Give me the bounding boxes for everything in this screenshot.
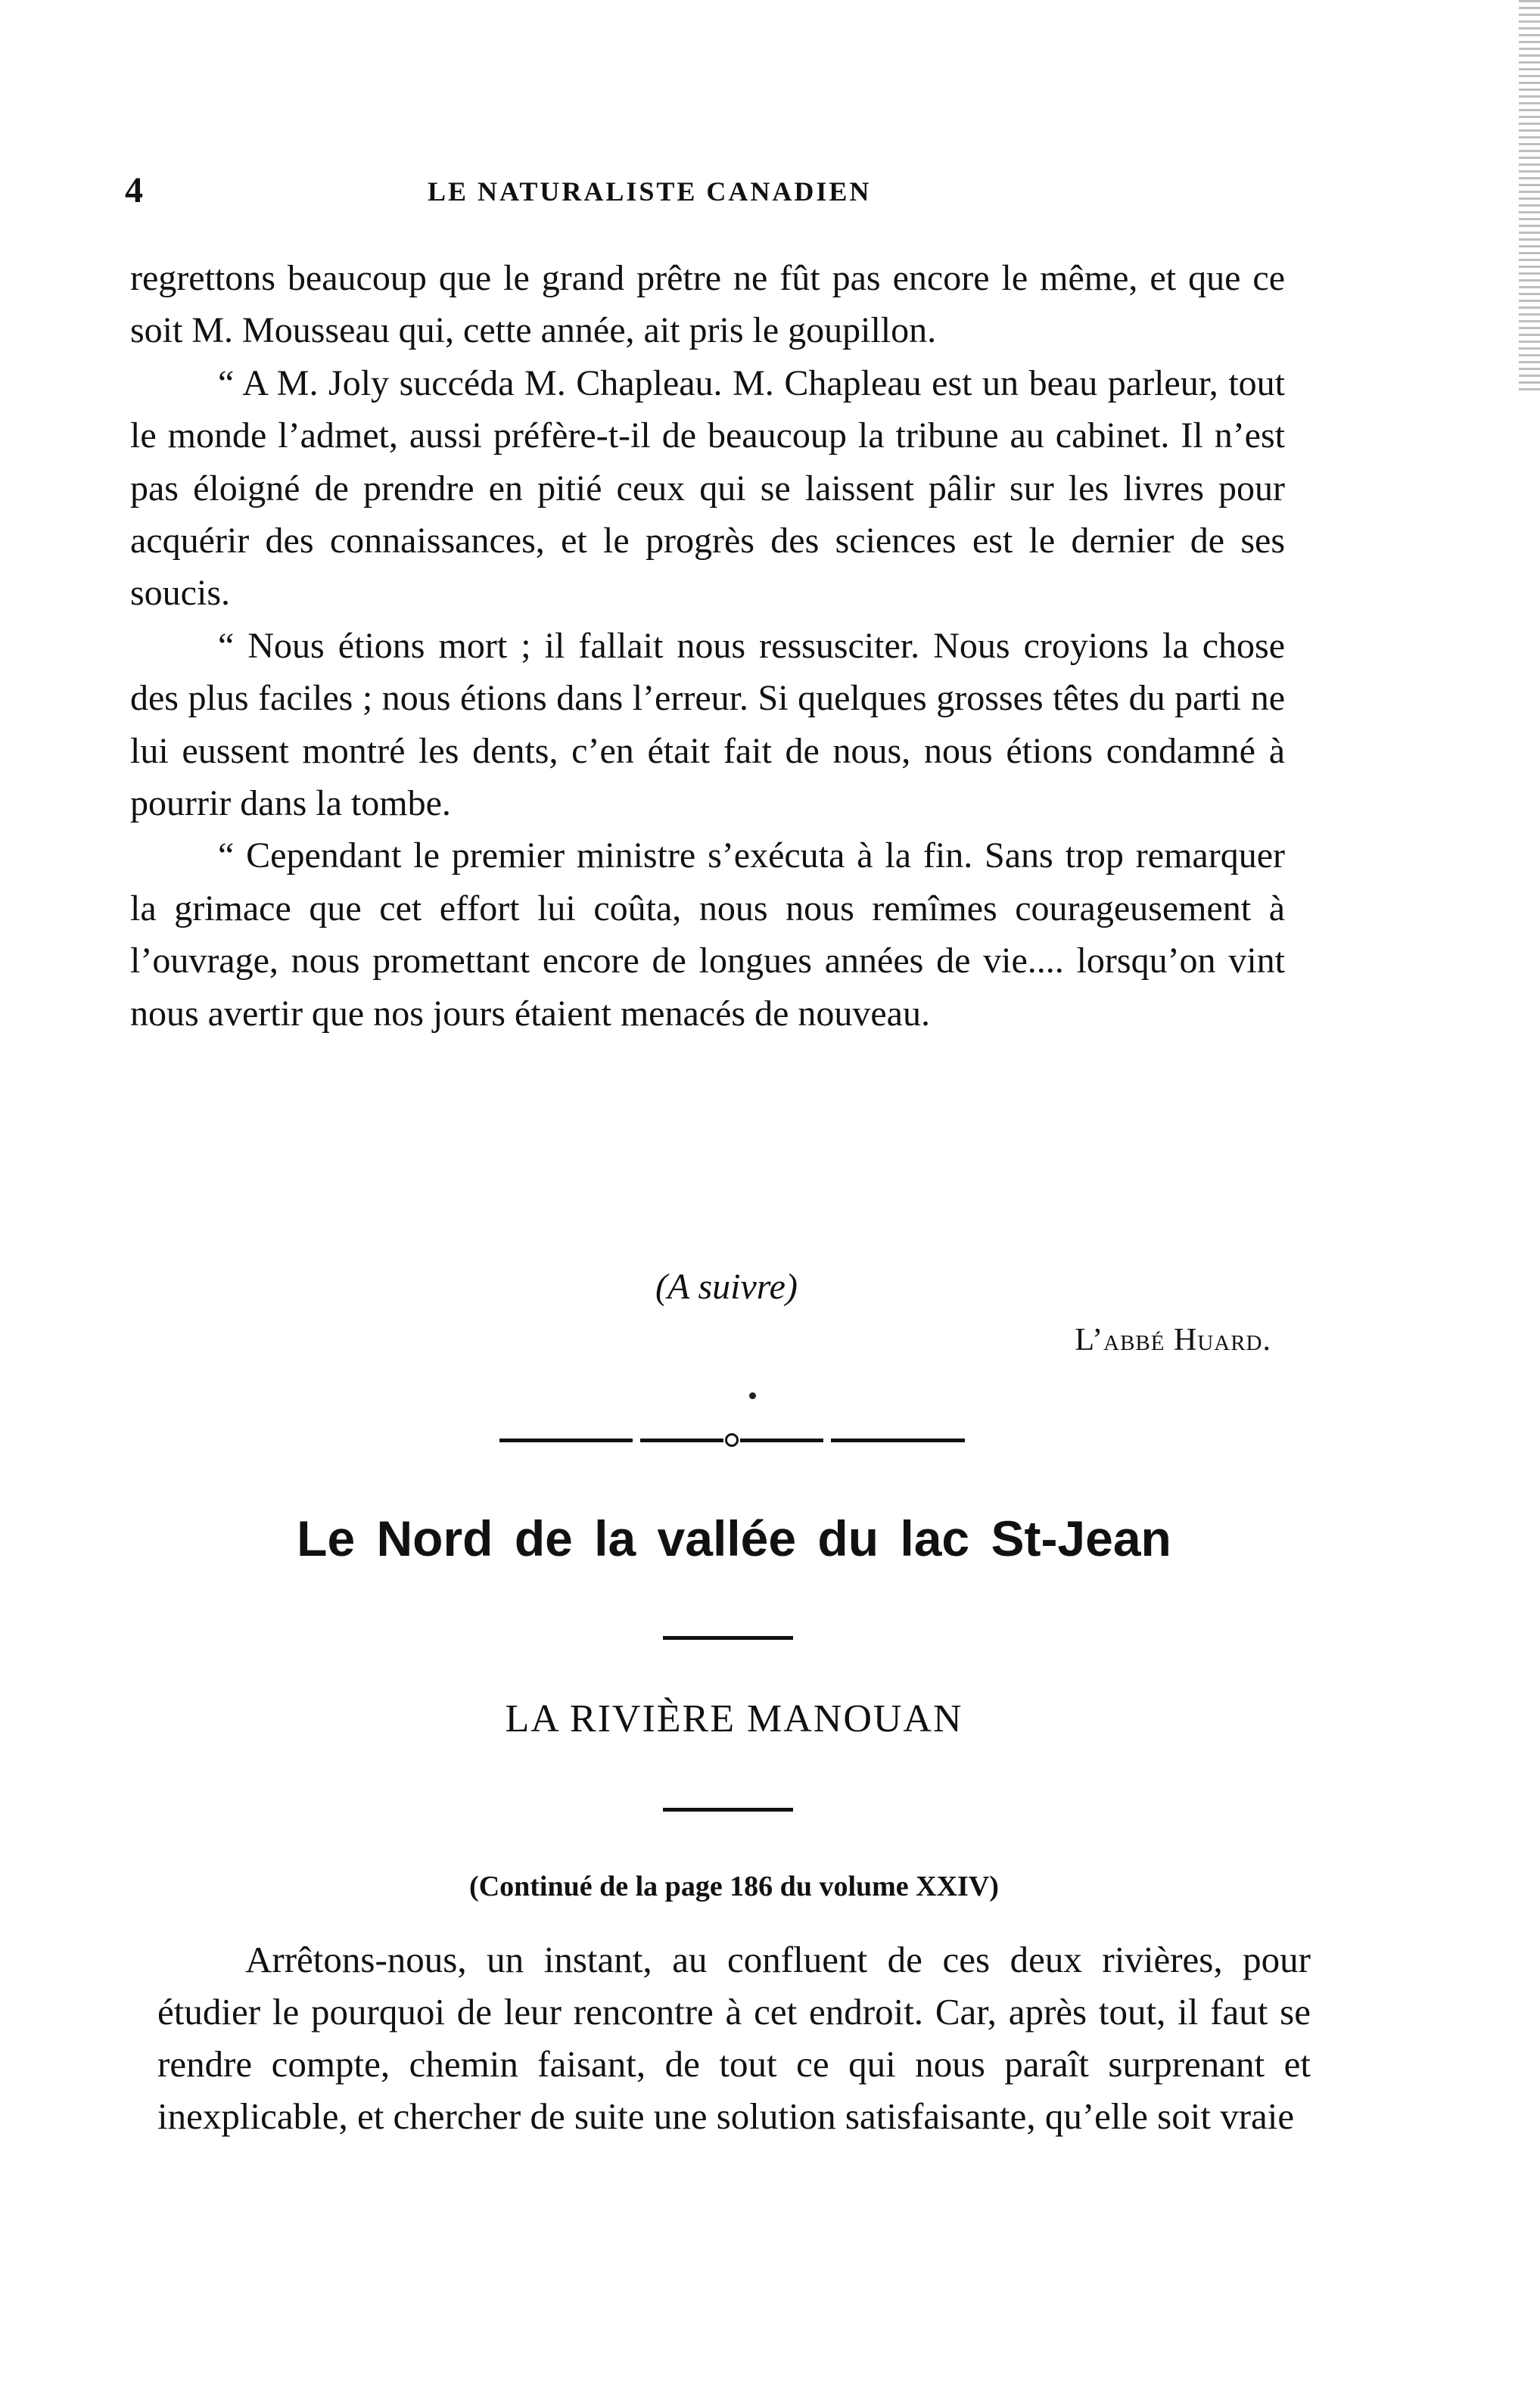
top-text-block: [130, 252, 1285, 1040]
paragraph-chapleau: “ A M. Joly succéda M. Chapleau. M. Chapleau est un beau parleur, tout le monde l’admet, aussi préfère-t-il de beaucoup la tribune au cabinet. Il n’est pas éloigné de prendre en pitié ceux qui se laissent pâlir sur les livres pour acquérir des connaissances, et le progrès des sciences est le dernier de ses soucis.: [130, 362, 1285, 614]
section-title: LA RIVIÈRE MANOUAN: [505, 1697, 963, 1740]
divider-segment: [640, 1439, 723, 1442]
ornament-dot: [749, 1392, 756, 1399]
paragraph-ressusciter: “ Nous étions mort ; il fallait nous ressusciter. Nous croyions la chose des plus faciles ; nous étions dans l’erreur. Si quelques grosses têtes du parti ne lui eussent montré les dents, c’en était fait de nous, nous étions condamné à pourrir dans la tombe.: [130, 625, 1285, 824]
title-rule: [663, 1636, 793, 1640]
article-paragraph: Arrêtons-nous, un instant, au confluent de ces deux rivières, pour étudier le pourquoi de leur rencontre à cet endroit. Car, après tout, il faut se rendre compte, chemin faisant, de tout ce qui nous paraît surprenant et inexplicable, et chercher de suite une solution satisfaisante, qu’elle soit vraie: [157, 1939, 1311, 2137]
divider-segment: [499, 1439, 633, 1442]
section-divider: [499, 1429, 965, 1451]
article-title: Le Nord de la vallée du lac St-Jean: [297, 1510, 1171, 1566]
paragraph-premier-ministre: “ Cependant le premier ministre s’exécuta à la fin. Sans trop remarquer la grimace que cet effort lui coûta, nous nous remîmes courageusement à l’ouvrage, nous promettant encore de longues années de vie.... lorsqu’on vint nous avertir que nos jours étaient menacés de nouveau.: [130, 835, 1285, 1034]
page-header: [125, 168, 1411, 213]
paragraph-continuation: regrettons beaucoup que le grand prêtre ne fût pas encore le même, et que ce soit M. Mousseau qui, cette année, ait pris le goupillon.: [130, 258, 1285, 351]
to-follow-note: (A suivre): [655, 1267, 798, 1307]
author-signature: L’abbé Huard.: [1075, 1323, 1271, 1358]
divider-segment: [831, 1439, 965, 1442]
page-number: 4: [125, 170, 143, 210]
running-title: LE NATURALISTE CANADIEN: [428, 176, 872, 207]
divider-circle: [725, 1433, 739, 1447]
divider-segment: [740, 1439, 823, 1442]
continued-note: (Continué de la page 186 du volume XXIV): [469, 1871, 999, 1902]
section-rule: [663, 1808, 793, 1812]
scan-edge-mark: [1519, 0, 1540, 393]
